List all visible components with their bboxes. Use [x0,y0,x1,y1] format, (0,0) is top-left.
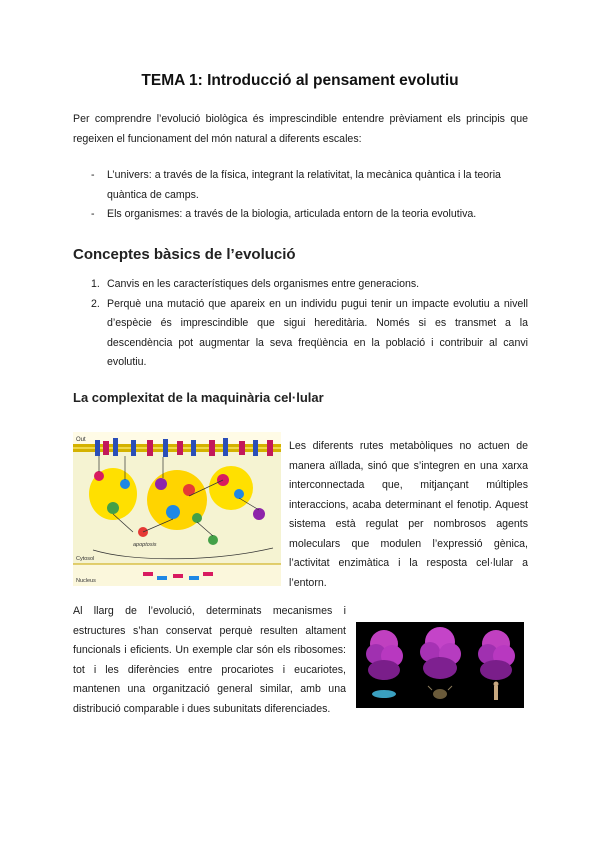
cell-pathway-image [73,432,281,586]
list-item [91,275,528,295]
ribosomes-illustration [356,622,524,708]
list-item-text: Perquè una mutació que apareix en un individu pugui tenir un impacte evolutiu a nivell d’espècie és imprescindible que sigui hereditària. Només si es transmet a la descendència pot augmentar la seva freqüència en la població i contribuir al canvi evolutiu. [107,297,528,368]
list-item-text: L’univers: a través de la física, integrant la relativitat, la mecànica quàntica i la teoria quàntica de camps. [107,169,501,201]
section-heading-cell-machinery: La complexitat de la maquinària cel·lular [73,390,324,405]
page-title: TEMA 1: Introducció al pensament evolutiu [141,72,459,89]
list-marker: 2. [91,297,100,310]
section-heading-basic-concepts: Conceptes bàsics de l’evolució [73,246,296,263]
intro-paragraph: Per comprendre l’evolució biològica és imprescindible entendre prèviament els principis que regeixen el funcionament del món natural a diferents escales: [73,113,528,145]
cell-pathway-illustration [73,432,281,586]
basic-concepts-list [91,275,528,373]
list-item [91,166,531,205]
label-cytosol: Cytosol [76,556,95,562]
label-apoptosis: apoptosis [133,542,157,548]
list-item [91,295,528,373]
list-item-text: Els organismes: a través de la biologia, articulada entorn de la teoria evolutiva. [107,208,477,220]
list-item [91,205,531,225]
label-out: Out [76,437,86,443]
list-marker: 1. [91,278,100,290]
list-marker: - [91,208,95,220]
ribosomes-image [356,622,524,708]
list-marker: - [91,169,95,181]
scales-list [91,166,531,225]
label-nucleus: Nucleus [76,578,96,584]
ribosome-paragraph: Al llarg de l’evolució, determinats mecanismes i estructures s’han conservat perquè resulten altament funcionals i eficients. Un exemple clar són els ribosomes: tot i les diferències entre procariotes i eucariotes, mantenen una organització general similar, amb una distribució comparable i dues subunitats diferenciades. [73,605,346,715]
cell-network-paragraph: Les diferents rutes metabòliques no actuen de manera aïllada, sinó que s’integren en una xarxa interconnectada que, mitjançant múltiples interaccions, acaba determinant el fenotip. Aquest sistema està regulat per nombrosos agents moleculars que modulen l’expressió gènica, l’activitat enzimàtica i la resposta cel·lular a l’entorn. [289,440,528,589]
list-item-text: Canvis en les característiques dels organismes entre generacions. [107,278,420,290]
